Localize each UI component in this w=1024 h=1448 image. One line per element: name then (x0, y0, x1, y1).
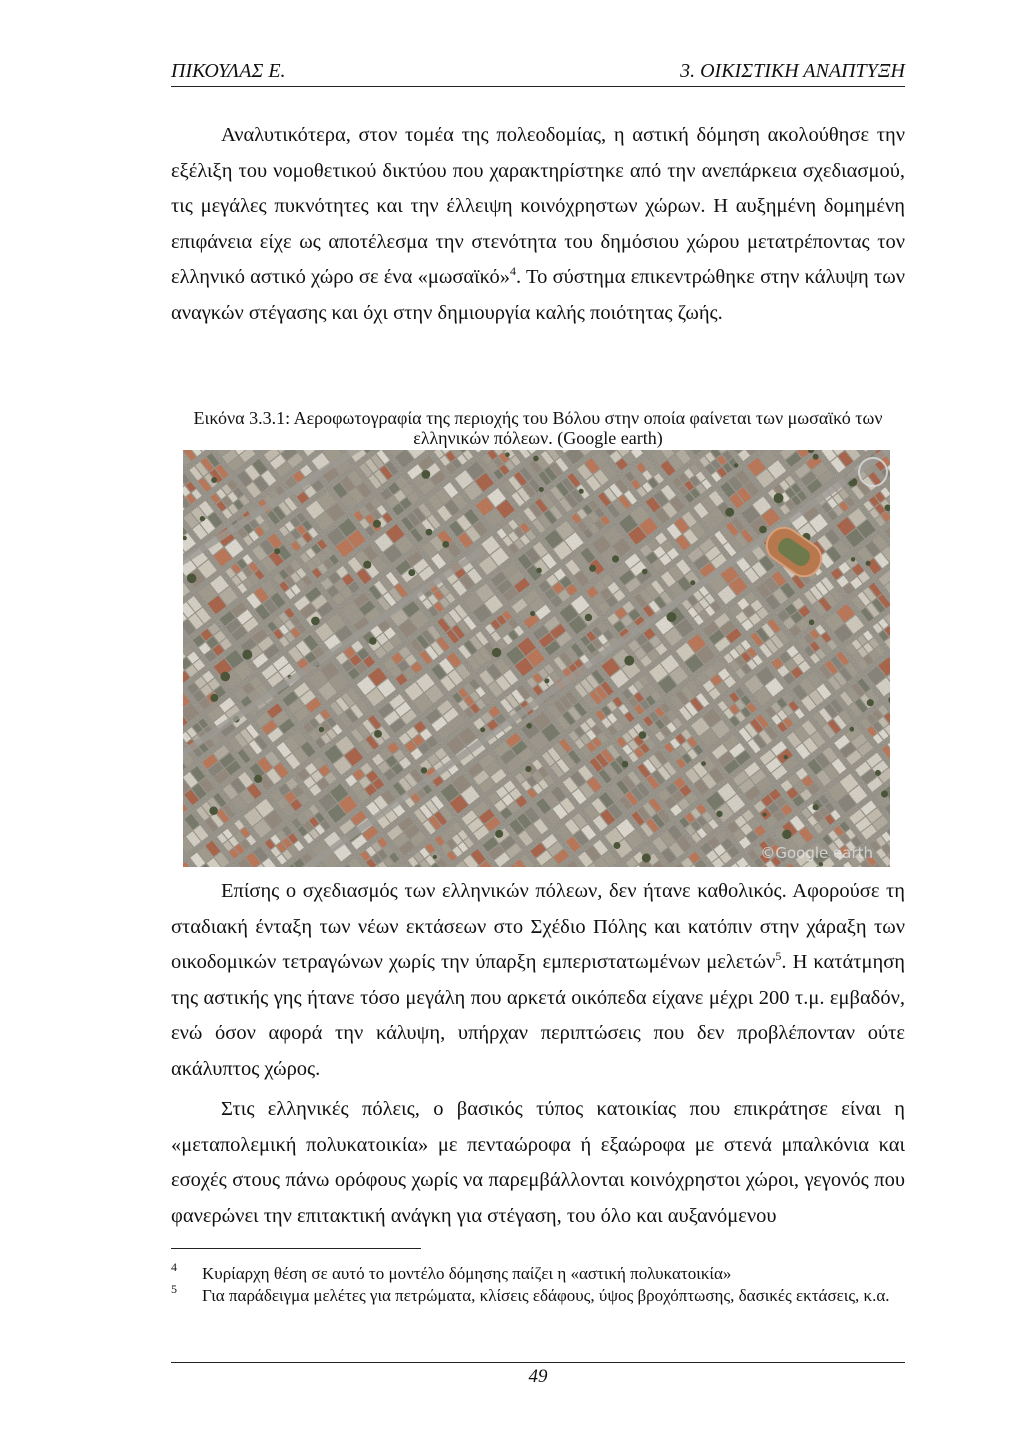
paragraph-2-text-b: . Η κατάτμηση της αστικής γης ήτανε τόσο μεγάλη που αρκετά οικόπεδα είχανε μέχρι 200 τ.μ. εμβαδόν, ενώ όσον αφορά την κάλυψη, υπήρχαν περιπτώσεις που δεν προβλέπονταν ούτε ακάλυπτος χώρος. (171, 951, 905, 1080)
figure-caption: Εικόνα 3.3.1: Αεροφωτογραφία της περιοχής του Βόλου στην οποία φαίνεται των μωσαϊκό των ελληνικών πόλεων. (Google earth) (193, 408, 883, 448)
paragraph-2-text-a: Επίσης ο σχεδιασμός των ελληνικών πόλεων, δεν ήτανε καθολικός. Αφορούσε τη σταδιακή ένταξη των νέων εκτάσεων στο Σχέδιο Πόλης και κατόπιν στην χάραξη των οικοδομικών τετραγώνων χωρίς την ύπαρξη εμπεριστατωμένων μελετών (171, 880, 905, 973)
paragraph-1 (171, 118, 905, 331)
paragraph-3-text: Στις ελληνικές πόλεις, ο βασικός τύπος κατοικίας που επικράτησε είναι η «μεταπολεμική πολυκατοικία» με πενταώροφα ή εξαώροφα με στενά μπαλκόνια και εσοχές στους πάνω ορόφους χωρίς να παρεμβάλλονται κοινόχρηστοι χώροι, γεγονός που φανερώνει την επιτακτική ανάγκη για στέγαση, του όλο και αυξανόμενου (171, 1098, 905, 1227)
running-header (171, 58, 905, 87)
footnote-4-text: Κυρίαρχη θέση σε αυτό το μοντέλο δόμησης παίζει η «αστική πολυκατοικία» (202, 1264, 732, 1283)
footnote-ref-5[interactable]: 5 (775, 949, 782, 964)
paragraph-1-text-b: . Το σύστημα επικεντρώθηκε στην κάλυψη των αναγκών στέγασης και όχι στην δημιουργία καλής ποιότητας ζωής. (171, 266, 905, 324)
paragraph-2 (171, 874, 905, 1087)
footnote-5-number: 5 (171, 1282, 177, 1296)
footnote-5-text: Για παράδειγμα μελέτες για πετρώματα, κλίσεις εδάφους, ύψος βροχόπτωσης, δασικές εκτάσεις, κ.α. (202, 1286, 890, 1305)
aerial-photo (183, 450, 890, 867)
footnote-ref-4[interactable]: 4 (510, 264, 517, 279)
header-author: ΠΙΚΟΥΛΑΣ Ε. (171, 60, 286, 82)
page-number: 49 (528, 1366, 548, 1387)
paragraph-1-text-a: Αναλυτικότερα, στον τομέα της πολεοδομίας, η αστική δόμηση ακολούθησε την εξέλιξη του νομοθετικού δικτύου που χαρακτηρίστηκε από την ανεπάρκεια σχεδιασμού, τις μεγάλες πυκνότητες και την έλλειψη κοινόχρηστων χώρων. Η αυξημένη δομημένη επιφάνεια είχε ως αποτέλεσμα την στενότητα του δημόσιου χώρου μετατρέποντας τον ελληνικό αστικό χώρο σε ένα «μωσαϊκό» (171, 124, 905, 288)
aerial-photo-image (183, 450, 890, 867)
header-chapter: 3. ΟΙΚΙΣΤΙΚΗ ΑΝΑΠΤΥΞΗ (680, 60, 905, 82)
footer-rule (171, 1362, 905, 1363)
google-earth-watermark: ©Google earth (760, 844, 873, 862)
footnote-4-number: 4 (171, 1260, 177, 1274)
footnote-separator (171, 1248, 421, 1249)
footnote-5 (171, 1282, 905, 1327)
paragraph-3 (171, 1092, 905, 1234)
footnote-4 (171, 1260, 905, 1284)
